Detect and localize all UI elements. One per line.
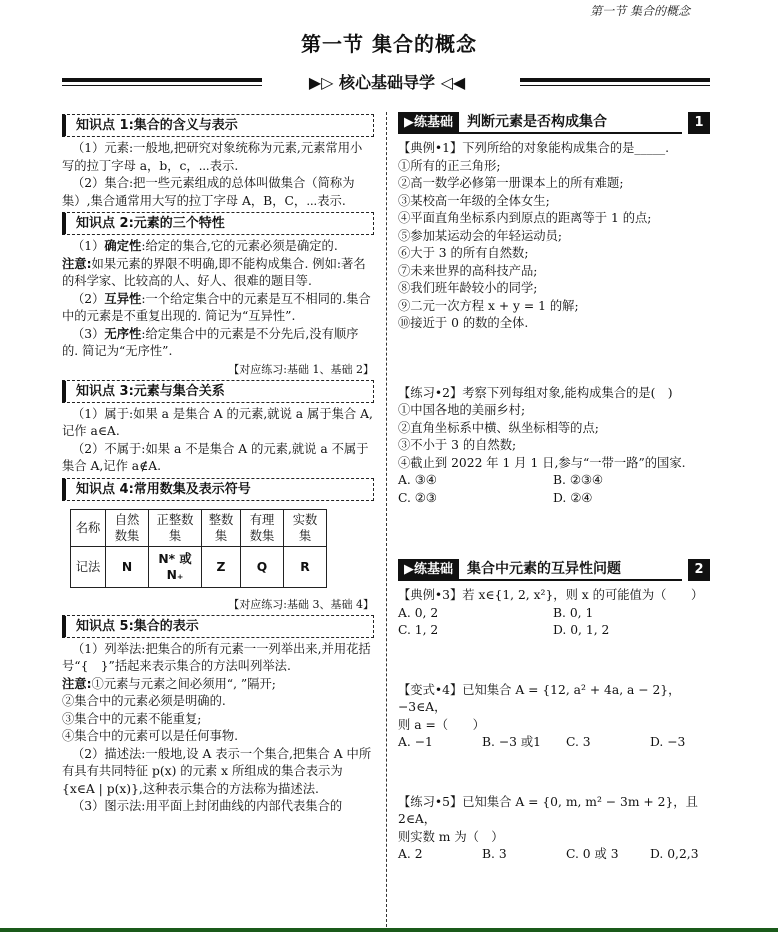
kp1-set-def: （2）集合:把一些元素组成的总体叫做集合（简称为集）,集合通常用大写的拉丁字母 A，B，C，⋯表示. <box>62 176 355 208</box>
kp3-heading: 知识点 3:元素与集合关系 <box>62 380 374 403</box>
exercise-5-question: 【练习•5】已知集合 A = {0, m, m² − 3m + 2}，且 2∈A， <box>398 794 698 826</box>
table-row <box>71 509 327 546</box>
kp2-p1-pre: （1） <box>72 239 105 253</box>
kp2-p1-term: 确定性 <box>104 239 142 253</box>
column-divider <box>386 112 387 927</box>
table-cell: N <box>106 546 149 587</box>
page-title: 第一节 集合的概念 <box>301 32 477 56</box>
section-number: 1 <box>688 112 710 134</box>
option-a: A. 2 <box>398 847 423 861</box>
list-item: ③某校高一年级的全体女生; <box>398 193 550 208</box>
section-header-1 <box>398 112 710 134</box>
variant-4-options <box>398 734 710 752</box>
running-header: 第一节 集合的概念 <box>590 4 690 18</box>
kp5-note-item: ③集合中的元素不能重复; <box>62 711 202 726</box>
kp5-listing-method: （1）列举法:把集合的所有元素一一列举出来,并用花括号“{ }”括起来表示集合的方法叫列举法. <box>62 641 371 673</box>
table-cell: 整数集 <box>202 509 241 546</box>
section-tag: ▶练基础 <box>398 559 459 581</box>
option-d: D. 0,2,3 <box>650 847 699 861</box>
kp2-p2-pre: （2） <box>72 291 105 306</box>
banner-text: ▶▷ 核心基础导学 ◁◀ <box>308 73 466 92</box>
kp5-note-text: ①元素与元素之间必须用“, ”隔开; <box>91 676 276 691</box>
list-item: ①中国各地的美丽乡村; <box>398 403 526 417</box>
kp1-heading: 知识点 1:集合的含义与表示 <box>62 114 374 137</box>
example-3-options <box>398 605 710 640</box>
right-column <box>398 112 710 864</box>
option-d: D. 0, 1, 2 <box>553 623 610 637</box>
kp5-heading: 知识点 5:集合的表示 <box>62 615 374 638</box>
list-item: ②直角坐标系中横、纵坐标相等的点; <box>398 420 599 435</box>
option-b: B. 3 <box>482 847 507 861</box>
kp2-determinacy <box>62 238 374 256</box>
table-cell: 有理数集 <box>241 509 284 546</box>
kp2-p3-pre: （3） <box>72 326 105 341</box>
kp2-p3-term: 无序性 <box>104 326 142 341</box>
section-tag: ▶练基础 <box>398 112 459 134</box>
kp2-p2-term: 互异性 <box>104 291 142 306</box>
table-cell: 实数集 <box>284 509 327 546</box>
list-item: ③不小于 3 的自然数; <box>398 438 517 452</box>
table-cell: R <box>284 546 327 587</box>
option-c: C. 0 或 3 <box>566 847 619 861</box>
option-c: C. 3 <box>566 735 591 749</box>
option-a: A. 0, 2 <box>398 605 439 620</box>
list-item: ④平面直角坐标系内到原点的距离等于 1 的点; <box>398 211 652 225</box>
variant-4-question-line2: 则 a =（ ） <box>398 717 485 732</box>
option-a: A. ③④ <box>398 473 437 487</box>
section-title: 集合中元素的互异性问题 <box>459 559 682 581</box>
table-cell: 自然数集 <box>106 509 149 546</box>
table-cell: Q <box>241 546 284 587</box>
option-b: B. ②③④ <box>553 473 603 487</box>
list-item: ⑦未来世界的高科技产品; <box>398 263 538 278</box>
option-d: D. −3 <box>650 735 686 749</box>
kp1-element-def: （1）元素:一般地,把研究对象统称为元素,元素常用小写的拉丁字母 a，b，c，⋯表示. <box>62 141 363 173</box>
section-title: 判断元素是否构成集合 <box>459 112 682 134</box>
list-item: ②高一数学必修第一册课本上的所有难题; <box>398 176 624 190</box>
list-item: ⑥大于 3 的所有自然数; <box>398 246 529 260</box>
list-item: ①所有的正三角形; <box>398 158 501 173</box>
section-number: 2 <box>688 559 710 581</box>
kp2-practice-ref: 【对应练习:基础 1、基础 2】 <box>228 362 374 376</box>
option-d: D. ②④ <box>553 490 593 505</box>
kp2-heading: 知识点 2:元素的三个特性 <box>62 212 374 235</box>
kp5-note-label: 注意: <box>62 676 92 691</box>
list-item: ⑧我们班年龄较小的同学; <box>398 281 538 295</box>
kp2-distinctness <box>62 291 374 326</box>
kp5-note <box>62 676 374 694</box>
kp5-description-method: （2）描述法:一般地,设 A 表示一个集合,把集合 A 中所有具有共同特征 p(x) 的元素 x 所组成的集合表示为 {x∈A | p(x)},这种表示集合的方法称为描述法. <box>62 746 372 796</box>
option-b: B. −3 或1 <box>482 735 542 749</box>
exercise-2-question: 【练习•2】考察下列每组对象,能构成集合的是( ) <box>398 385 673 400</box>
list-item: ⑤参加某运动会的年轻运动员; <box>398 228 563 243</box>
kp3-belongs: （1）属于:如果 a 是集合 A 的元素,就说 a 属于集合 A,记作 a∈A. <box>62 406 373 438</box>
table-cell: Z <box>202 546 241 587</box>
kp5-diagram-method: （3）图示法:用平面上封闭曲线的内部代表集合的 <box>72 799 343 813</box>
kp2-p3-text: :给定集合中的元素是不分先后,没有顺序的. 简记为“无序性”. <box>62 326 359 358</box>
option-c: C. ②③ <box>398 490 437 505</box>
variant-4-question: 【变式•4】已知集合 A = {12, a² + 4a, a − 2}，−3∈A， <box>398 682 681 714</box>
list-item: ④截止到 2022 年 1 月 1 日,参与“一带一路”的国家. <box>398 455 686 470</box>
banner-rule-left <box>62 78 262 82</box>
table-cell: 正整数集 <box>149 509 202 546</box>
option-b: B. 0, 1 <box>553 605 594 620</box>
list-item: ⑨二元一次方程 x + y = 1 的解; <box>398 298 579 313</box>
list-item: ⑩接近于 0 的数的全体. <box>398 316 529 330</box>
exercise-5-question-line2: 则实数 m 为（ ） <box>398 829 504 844</box>
kp2-unordered <box>62 326 374 361</box>
kp2-note-label: 注意: <box>62 256 92 271</box>
table-cell: N* 或 N₊ <box>149 546 202 587</box>
option-a: A. −1 <box>398 735 433 749</box>
kp2-p2-text: :一个给定集合中的元素是互不相同的.集合中的元素是不重复出现的. 简记为“互异性”. <box>62 291 371 323</box>
kp4-heading: 知识点 4:常用数集及表示符号 <box>62 478 374 501</box>
kp5-note-item: ②集合中的元素必须是明确的. <box>62 694 226 708</box>
page-footer-bar <box>0 928 778 932</box>
kp2-note <box>62 256 374 291</box>
example-1-question: 【典例•1】下列所给的对象能构成集合的是_____. <box>398 141 670 155</box>
exercise-5-options <box>398 846 710 864</box>
table-cell: 记法 <box>71 546 106 587</box>
left-column <box>62 112 374 816</box>
option-c: C. 1, 2 <box>398 623 439 637</box>
example-3-question: 【典例•3】若 x∈{1, 2, x²}，则 x 的可能值为（ ） <box>398 588 704 602</box>
kp3-not-belongs: （2）不属于:如果 a 不是集合 A 的元素,就说 a 不属于集合 A,记作 a∉A. <box>62 441 369 473</box>
exercise-2-options <box>398 472 710 507</box>
kp5-note-item: ④集合中的元素可以是任何事物. <box>62 729 239 743</box>
table-cell: 名称 <box>71 509 106 546</box>
section-banner <box>62 68 712 94</box>
number-sets-table <box>70 509 327 588</box>
kp2-p1-text: :给定的集合,它的元素必须是确定的. <box>141 239 338 253</box>
table-row <box>71 546 327 587</box>
kp4-practice-ref: 【对应练习:基础 3、基础 4】 <box>228 597 374 611</box>
banner-rule-right <box>520 78 710 82</box>
kp2-note-text: 如果元素的界限不明确,即不能构成集合. 例如:著名的科学家、比较高的人、好人、很难的题目等. <box>62 256 366 288</box>
section-header-2 <box>398 559 710 581</box>
